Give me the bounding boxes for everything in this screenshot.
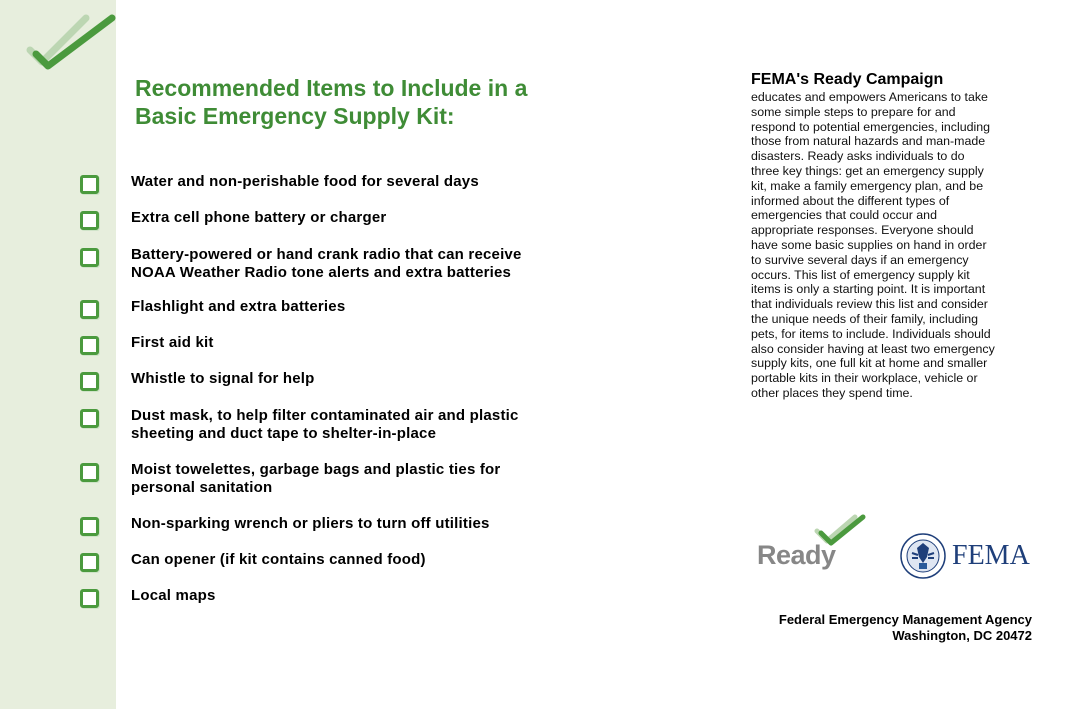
page-title (135, 74, 655, 130)
sidebar-text-line: kit, make a family emergency plan, and be (751, 178, 984, 193)
sidebar-text-line: occurs. This list of emergency supply kit (751, 267, 970, 282)
item-text-line-1: Flashlight and extra batteries (131, 298, 346, 315)
checkbox[interactable] (80, 300, 99, 319)
agency-address: Washington, DC 20472 (892, 628, 1032, 643)
item-text-line-2: sheeting and duct tape to shelter-in-place (131, 425, 437, 442)
title-line-1: Recommended Items to Include in a (135, 75, 528, 101)
sidebar-body (751, 90, 995, 401)
checkbox[interactable] (80, 372, 99, 391)
sidebar-text-line: the unique needs of their family, including (751, 311, 979, 326)
checkbox[interactable] (80, 409, 99, 428)
checkbox[interactable] (80, 248, 99, 267)
sidebar-text-line: supply kits, one full kit at home and smaller (751, 356, 988, 371)
item-text-line-2: personal sanitation (131, 479, 273, 496)
checkbox[interactable] (80, 517, 99, 536)
sidebar-text-line: have some basic supplies on hand in order (751, 237, 987, 252)
sidebar-heading: FEMA's Ready Campaign (751, 71, 944, 88)
item-text-line-1: Local maps (131, 587, 216, 604)
title-line-2: Basic Emergency Supply Kit: (135, 103, 455, 129)
item-text-line-1: First aid kit (131, 334, 214, 351)
sidebar-text-line: other places they spend time. (751, 385, 913, 400)
dhs-seal-icon (900, 533, 946, 579)
sidebar-text-line: informed about the different types of (751, 193, 950, 208)
ready-logo-text: Ready (757, 540, 836, 570)
sidebar-text-line: portable kits in their workplace, vehicle or (751, 371, 978, 386)
sidebar-text-line: items is only a starting point. It is important (751, 282, 986, 297)
item-text-line-1: Water and non-perishable food for several days (131, 173, 479, 190)
sidebar-text-line: educates and empowers Americans to take (751, 90, 988, 104)
sidebar-text-line: respond to potential emergencies, including (751, 119, 991, 134)
item-text-line-1: Extra cell phone battery or charger (131, 209, 387, 226)
agency-name: Federal Emergency Management Agency (778, 612, 1032, 627)
item-text-line-1: Non-sparking wrench or pliers to turn off utilities (131, 515, 490, 532)
footer-address (779, 612, 1032, 644)
checkbox[interactable] (80, 336, 99, 355)
item-text-line-1: Whistle to signal for help (131, 370, 315, 387)
checkbox[interactable] (80, 463, 99, 482)
checkbox[interactable] (80, 589, 99, 608)
sidebar-text-line: appropriate responses. Everyone should (751, 223, 974, 238)
item-text-line-2: NOAA Weather Radio tone alerts and extra batteries (131, 264, 512, 281)
item-text-line-1: Dust mask, to help filter contaminated air and plastic (131, 407, 519, 424)
fema-logo-text: FEMA (952, 540, 1030, 571)
item-text-line-1: Moist towelettes, garbage bags and plastic ties for (131, 461, 501, 478)
item-text-line-1: Battery-powered or hand crank radio that can receive (131, 246, 522, 263)
item-text-line-1: Can opener (if kit contains canned food) (131, 551, 426, 568)
sidebar-text-line: to survive several days if an emergency (751, 252, 969, 267)
checkmark-logo-icon (26, 14, 116, 70)
sidebar-text-line: three key things: get an emergency supply (751, 163, 984, 178)
sidebar-text-line: those from natural hazards and man-made (751, 134, 986, 149)
sidebar-text-line: disasters. Ready asks individuals to do (751, 149, 965, 164)
checkbox[interactable] (80, 211, 99, 230)
sidebar-text-line: that individuals review this list and consider (751, 297, 988, 312)
sidebar-text-line: also consider having at least two emergency (751, 341, 995, 356)
sidebar-text-line: emergencies that could occur and (751, 208, 937, 223)
checkbox[interactable] (80, 175, 99, 194)
sidebar-text-line: pets, for items to include. Individuals should (751, 326, 991, 341)
checkbox[interactable] (80, 553, 99, 572)
sidebar-text-line: some simple steps to prepare for and (751, 104, 956, 119)
